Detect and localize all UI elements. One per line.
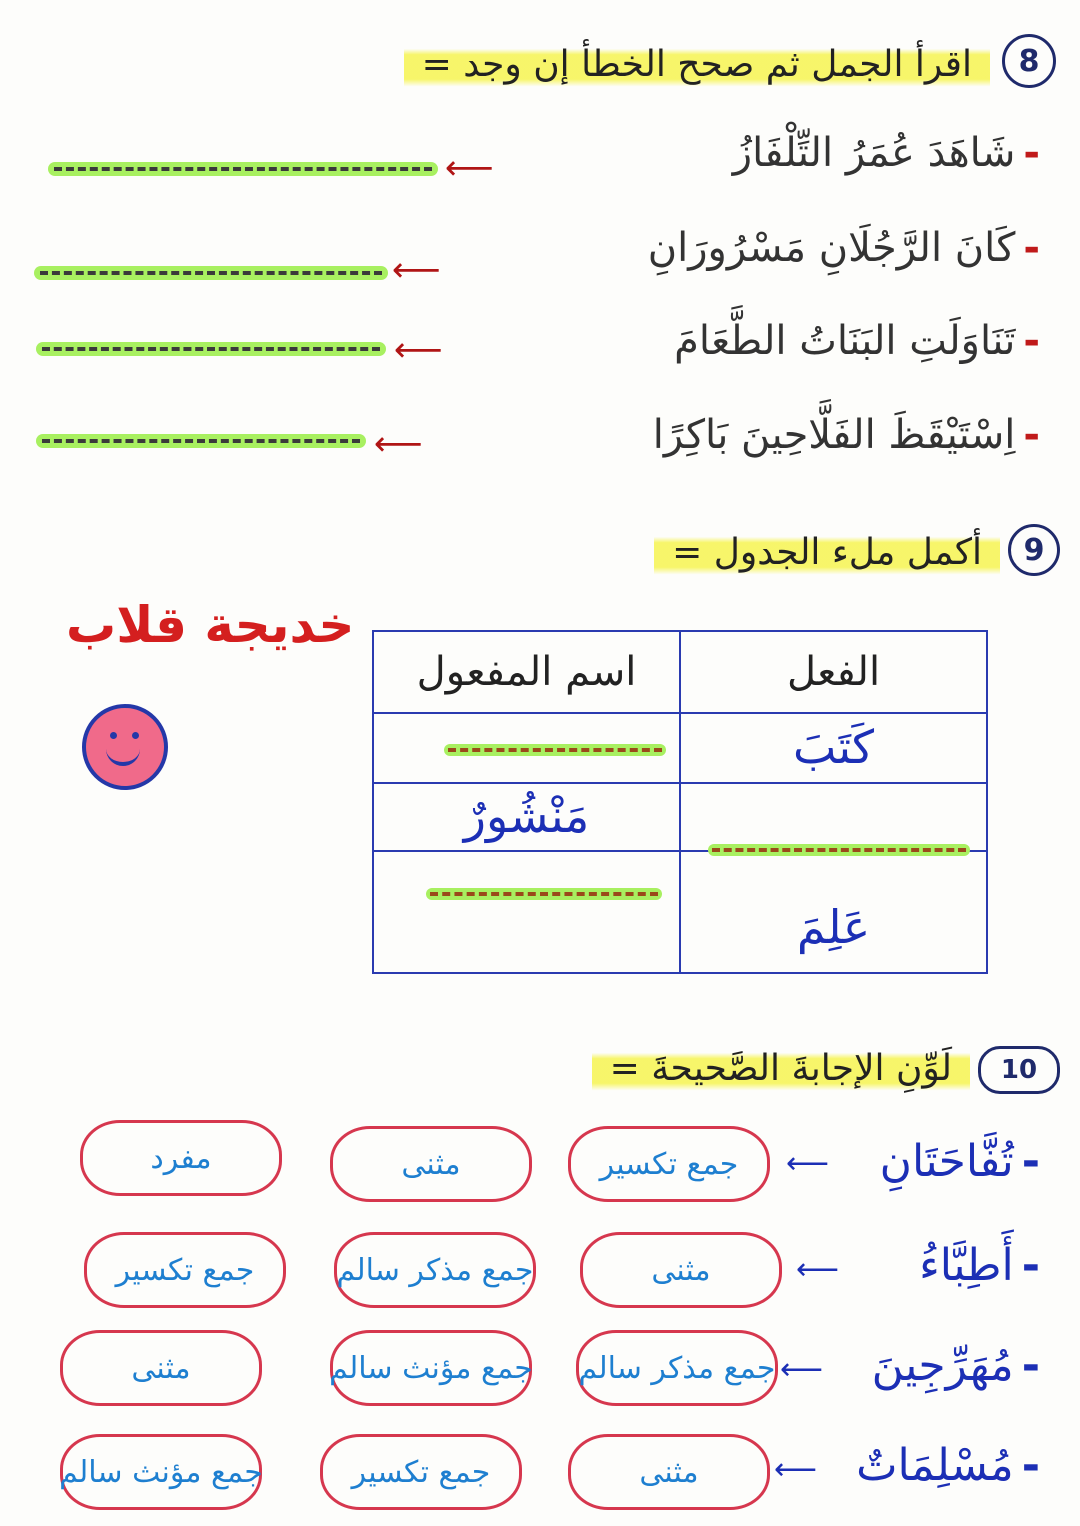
answer-line-3[interactable] <box>36 342 386 356</box>
row-3-verb: عَلِمَ <box>796 900 871 954</box>
exercise-9-instruction: أكمل ملء الجدول = <box>654 528 1000 577</box>
ex10-option[interactable]: مثنى <box>580 1232 782 1308</box>
smiley-eye <box>110 732 117 739</box>
bullet-dash: - <box>1021 1340 1040 1391</box>
arrow-icon: ⟵ <box>786 1146 830 1181</box>
exercise-10-number: 10 <box>978 1046 1060 1094</box>
exercise-10-instruction: لَوِّنِ الإجابةَ الصَّحيحةَ = <box>592 1044 970 1093</box>
answer-line-2[interactable] <box>34 266 388 280</box>
answer-line-1[interactable] <box>48 162 438 176</box>
sentence-text: كَانَ الرَّجُلَانِ مَسْرُورَانِ <box>647 225 1016 271</box>
smiley-face-icon <box>82 704 168 790</box>
arrow-icon: ⟵ <box>796 1252 840 1287</box>
exercise-8-sentence-1 <box>733 130 1040 176</box>
word-text: مُهَرِّجِينَ <box>871 1340 1014 1391</box>
ex10-option[interactable]: مفرد <box>80 1120 282 1196</box>
header-verb: الفعل <box>786 649 881 695</box>
teacher-signature: خديجة قلاب <box>66 596 355 654</box>
ex10-option[interactable]: مثنى <box>568 1434 770 1510</box>
ex10-option[interactable]: مثنى <box>60 1330 262 1406</box>
exercise-9-number: 9 <box>1008 524 1060 576</box>
ex10-word-4 <box>856 1440 1040 1491</box>
row-2-object-name: مَنْشُورٌ <box>463 789 590 843</box>
arrow-icon: ⟵ <box>374 424 423 464</box>
sentence-text: تَنَاوَلَتِ البَنَاتُ الطَّعَامَ <box>674 318 1016 364</box>
arrow-icon: ⟵ <box>774 1452 818 1487</box>
ex10-word-3 <box>872 1340 1040 1391</box>
row-2-verb-blank[interactable] <box>708 844 970 856</box>
bullet-dash: - <box>1021 1136 1040 1187</box>
smiley-mouth <box>106 746 140 766</box>
ex10-option[interactable]: مثنى <box>330 1126 532 1202</box>
bullet-dash: - <box>1023 130 1040 176</box>
ex10-option[interactable]: جمع تكسير <box>568 1126 770 1202</box>
bullet-dash: - <box>1021 1440 1040 1491</box>
bullet-dash: - <box>1023 225 1040 271</box>
exercise-8-sentence-3 <box>674 318 1040 364</box>
word-text: تُفَّاحَتَانِ <box>879 1136 1014 1187</box>
arrow-icon: ⟵ <box>780 1352 824 1387</box>
arrow-icon: ⟵ <box>394 330 443 370</box>
verb-table <box>372 630 988 974</box>
word-text: مُسْلِمَاتٌ <box>856 1440 1014 1491</box>
answer-line-4[interactable] <box>36 434 366 448</box>
bullet-dash: - <box>1023 412 1040 458</box>
arrow-icon: ⟵ <box>445 148 494 188</box>
sentence-text: اِسْتَيْقَظَ الفَلَّاحِينَ بَاكِرًا <box>652 412 1016 458</box>
exercise-8-instruction: اقرأ الجمل ثم صحح الخطأ إن وجد = <box>404 40 990 89</box>
exercise-8-number: 8 <box>1002 34 1056 88</box>
smiley-eye <box>132 732 139 739</box>
ex10-word-2 <box>919 1240 1040 1291</box>
ex10-option[interactable]: جمع مذكر سالم <box>334 1232 536 1308</box>
row-1-object-name-blank[interactable] <box>444 744 666 756</box>
ex10-option[interactable]: جمع تكسير <box>320 1434 522 1510</box>
word-text: أَطِبَّاءُ <box>919 1240 1014 1291</box>
header-object-name: اسم المفعول <box>416 649 637 695</box>
ex10-option[interactable]: جمع مذكر سالم <box>576 1330 778 1406</box>
ex10-option[interactable]: جمع مؤنث سالم <box>60 1434 262 1510</box>
sentence-text: شَاهَدَ عُمَرُ التِّلْفَازُ <box>732 130 1016 176</box>
ex10-word-1 <box>880 1136 1040 1187</box>
row-1-verb: كَتَبَ <box>793 720 874 774</box>
bullet-dash: - <box>1021 1240 1040 1291</box>
row-3-object-name-blank[interactable] <box>426 888 662 900</box>
ex10-option[interactable]: جمع تكسير <box>84 1232 286 1308</box>
arrow-icon: ⟵ <box>392 250 441 290</box>
exercise-8-sentence-4 <box>653 412 1040 458</box>
exercise-8-sentence-2 <box>648 225 1040 271</box>
bullet-dash: - <box>1023 318 1040 364</box>
ex10-option[interactable]: جمع مؤنث سالم <box>330 1330 532 1406</box>
